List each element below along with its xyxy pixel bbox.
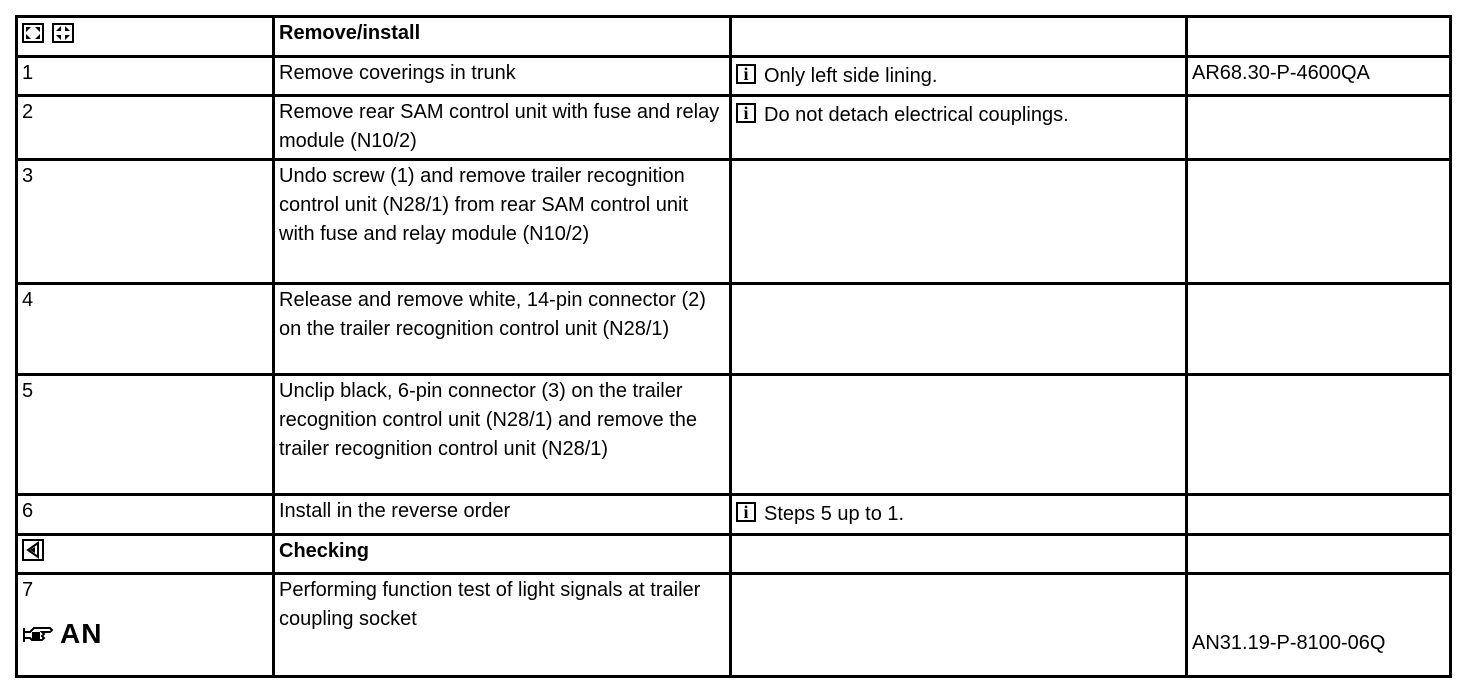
section-icons-cell (17, 17, 274, 57)
reference-link[interactable]: AN31.19-P-8100-06Q (1192, 632, 1386, 654)
table-row (17, 574, 1451, 677)
info-icon[interactable]: i (736, 64, 756, 84)
reference-cell (1187, 284, 1451, 375)
step-number: 7 (22, 579, 34, 601)
table-row (17, 375, 1451, 495)
note-cell (731, 96, 1187, 160)
info-icon[interactable]: i (736, 502, 756, 522)
note-cell (731, 574, 1187, 677)
step-text: Unclip black, 6-pin connector (3) on the trailer recognition control unit (N28/1) and remove the trailer recognition control unit (N28/1) (274, 375, 731, 495)
section-row-checking (17, 535, 1451, 574)
note-cell (731, 57, 1187, 96)
empty-cell (731, 535, 1187, 574)
empty-cell (731, 17, 1187, 57)
collapse-icon[interactable] (52, 23, 74, 43)
step-cell (17, 574, 274, 677)
step-number: 5 (17, 375, 274, 495)
reference-cell (1187, 96, 1451, 160)
step-text: Remove coverings in trunk (274, 57, 731, 96)
table-row (17, 160, 1451, 284)
empty-cell (1187, 535, 1451, 574)
play-back-icon[interactable] (22, 539, 44, 561)
table-row (17, 495, 1451, 535)
note-text: Do not detach electrical couplings. (764, 104, 1069, 126)
table-row (17, 96, 1451, 160)
note-cell (731, 495, 1187, 535)
section-title-checking: Checking (274, 535, 731, 574)
step-text: Performing function test of light signals at trailer coupling socket (274, 574, 731, 677)
note-cell (731, 375, 1187, 495)
step-text: Undo screw (1) and remove trailer recognition control unit (N28/1) from rear SAM control unit with fuse and relay module (N10/2) (274, 160, 731, 284)
pointing-hand-icon (22, 623, 56, 645)
section-row-remove-install (17, 17, 1451, 57)
step-number: 4 (17, 284, 274, 375)
step-number: 2 (17, 96, 274, 160)
reference-cell (1187, 160, 1451, 284)
step-text: Release and remove white, 14-pin connector (2) on the trailer recognition control unit (N28/1) (274, 284, 731, 375)
note-text: Steps 5 up to 1. (764, 503, 905, 525)
table-row (17, 57, 1451, 96)
reference-cell (1187, 495, 1451, 535)
section-title-remove-install: Remove/install (274, 17, 731, 57)
note-text: Only left side lining. (764, 65, 938, 87)
an-badge[interactable] (22, 619, 268, 648)
table-row (17, 284, 1451, 375)
empty-cell (1187, 17, 1451, 57)
section-icon-cell (17, 535, 274, 574)
reference-cell (1187, 375, 1451, 495)
note-cell (731, 284, 1187, 375)
step-text: Install in the reverse order (274, 495, 731, 535)
step-number: 6 (17, 495, 274, 535)
info-icon[interactable]: i (736, 103, 756, 123)
step-number: 3 (17, 160, 274, 284)
reference-cell (1187, 574, 1451, 677)
note-cell (731, 160, 1187, 284)
step-number: 1 (17, 57, 274, 96)
expand-icon[interactable] (22, 23, 44, 43)
reference-link[interactable]: AR68.30-P-4600QA (1187, 57, 1451, 96)
procedure-table (15, 15, 1452, 678)
step-text: Remove rear SAM control unit with fuse and relay module (N10/2) (274, 96, 731, 160)
an-label: AN (60, 618, 103, 649)
